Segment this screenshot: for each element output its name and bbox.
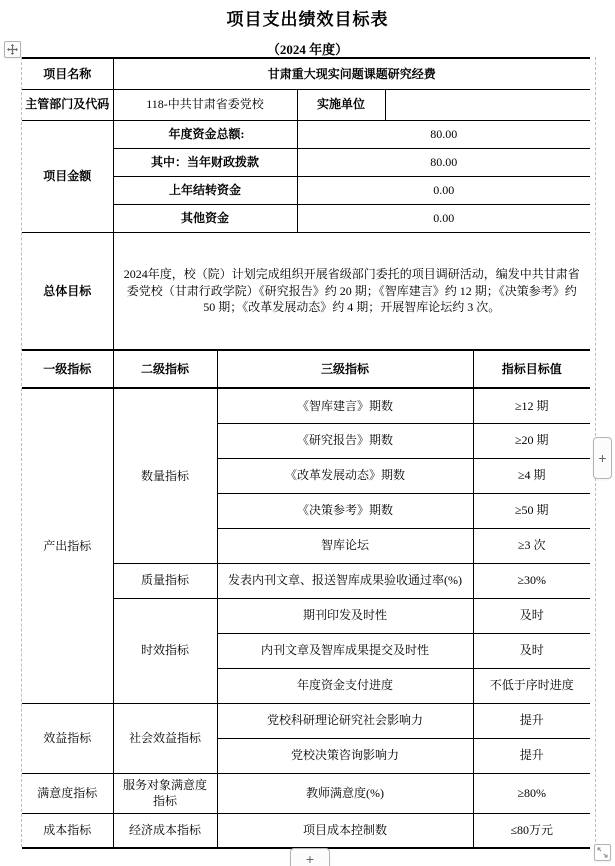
document-subtitle: （2024 年度） xyxy=(266,42,349,57)
indicator-l3-cell[interactable]: 《决策参考》期数 xyxy=(217,493,473,528)
indicator-l2-cell[interactable]: 服务对象满意度指标 xyxy=(113,773,217,813)
indicator-target-cell[interactable]: ≤80万元 xyxy=(473,813,590,848)
indicator-header-l1[interactable]: 一级指标 xyxy=(22,350,113,388)
indicator-l3-cell[interactable]: 《研究报告》期数 xyxy=(217,423,473,458)
project-name-label[interactable]: 项目名称 xyxy=(22,58,113,89)
indicator-l2-cell[interactable]: 经济成本指标 xyxy=(113,813,217,848)
indicator-l3-cell[interactable]: 项目成本控制数 xyxy=(217,813,473,848)
amount-row-value[interactable]: 80.00 xyxy=(297,120,590,148)
impl-unit-label[interactable]: 实施单位 xyxy=(297,89,385,120)
table-move-handle[interactable] xyxy=(4,41,21,58)
add-column-button[interactable] xyxy=(593,437,612,479)
project-amount-label[interactable]: 项目金额 xyxy=(22,120,113,232)
indicator-l3-cell[interactable]: 内刊文章及智库成果提交及时性 xyxy=(217,633,473,668)
impl-unit-value[interactable] xyxy=(385,89,590,120)
add-row-button[interactable] xyxy=(290,848,330,866)
project-name-value[interactable]: 甘肃重大现实问题课题研究经费 xyxy=(113,58,590,89)
table-resize-handle[interactable] xyxy=(594,844,611,861)
indicator-target-cell[interactable]: ≥3 次 xyxy=(473,528,590,563)
indicator-l1-cell[interactable]: 满意度指标 xyxy=(22,773,113,813)
amount-row-label[interactable]: 年度资金总额: xyxy=(113,120,297,148)
indicator-header-l2[interactable]: 二级指标 xyxy=(113,350,217,388)
overall-goal-text[interactable]: 2024年度，校（院）计划完成组织开展省级部门委托的项目调研活动，编发中共甘肃省委党校（甘肃行政学院）《研究报告》约 20 期；《智库建言》约 12 期；《决策参考》约 50 期；《改革发展动态》约 4 期；开展智库论坛约 3 次。 xyxy=(113,232,590,350)
document-title: 项目支出绩效目标表 xyxy=(226,10,389,29)
plus-icon: + xyxy=(598,450,607,466)
amount-row-label[interactable]: 其他资金 xyxy=(113,204,297,232)
indicator-l3-cell[interactable]: 发表内刊文章、报送智库成果验收通过率(%) xyxy=(217,563,473,598)
dept-code-label[interactable]: 主管部门及代码 xyxy=(22,89,113,120)
indicator-target-cell[interactable]: ≥50 期 xyxy=(473,493,590,528)
indicator-l3-cell[interactable]: 《改革发展动态》期数 xyxy=(217,458,473,493)
indicator-l1-cell[interactable]: 成本指标 xyxy=(22,813,113,848)
plus-icon: + xyxy=(305,851,315,866)
indicator-target-cell[interactable]: 提升 xyxy=(473,738,590,773)
indicator-target-cell[interactable]: 不低于序时进度 xyxy=(473,668,590,703)
indicator-l3-cell[interactable]: 智库论坛 xyxy=(217,528,473,563)
indicator-target-cell[interactable]: ≥20 期 xyxy=(473,423,590,458)
indicator-target-cell[interactable]: 提升 xyxy=(473,703,590,738)
move-icon xyxy=(7,44,18,55)
indicator-l3-cell[interactable]: 《智库建言》期数 xyxy=(217,388,473,423)
amount-row-label[interactable]: 其中：当年财政拨款 xyxy=(113,148,297,176)
resize-diagonal-icon xyxy=(597,847,608,858)
indicator-l3-cell[interactable]: 党校科研理论研究社会影响力 xyxy=(217,703,473,738)
amount-row-value[interactable]: 80.00 xyxy=(297,148,590,176)
amount-row-value[interactable]: 0.00 xyxy=(297,204,590,232)
indicator-target-cell[interactable]: 及时 xyxy=(473,598,590,633)
indicator-l2-cell[interactable]: 社会效益指标 xyxy=(113,703,217,773)
amount-row-label[interactable]: 上年结转资金 xyxy=(113,176,297,204)
performance-target-table xyxy=(22,57,590,849)
indicator-header-l3[interactable]: 三级指标 xyxy=(217,350,473,388)
indicator-target-cell[interactable]: ≥12 期 xyxy=(473,388,590,423)
overall-goal-label[interactable]: 总体目标 xyxy=(22,232,113,350)
indicator-l2-cell[interactable]: 质量指标 xyxy=(113,563,217,598)
indicator-l2-cell[interactable]: 时效指标 xyxy=(113,598,217,703)
dept-code-value[interactable]: 118-中共甘肃省委党校 xyxy=(113,89,297,120)
indicator-l1-cell[interactable]: 产出指标 xyxy=(22,388,113,703)
indicator-target-cell[interactable]: ≥4 期 xyxy=(473,458,590,493)
indicator-l3-cell[interactable]: 教师满意度(%) xyxy=(217,773,473,813)
indicator-header-target[interactable]: 指标目标值 xyxy=(473,350,590,388)
indicator-l3-cell[interactable]: 期刊印发及时性 xyxy=(217,598,473,633)
indicator-l3-cell[interactable]: 党校决策咨询影响力 xyxy=(217,738,473,773)
indicator-target-cell[interactable]: ≥30% xyxy=(473,563,590,598)
indicator-target-cell[interactable]: 及时 xyxy=(473,633,590,668)
indicator-l2-cell[interactable]: 数量指标 xyxy=(113,388,217,563)
amount-row-value[interactable]: 0.00 xyxy=(297,176,590,204)
indicator-target-cell[interactable]: ≥80% xyxy=(473,773,590,813)
indicator-l1-cell[interactable]: 效益指标 xyxy=(22,703,113,773)
indicator-l3-cell[interactable]: 年度资金支付进度 xyxy=(217,668,473,703)
